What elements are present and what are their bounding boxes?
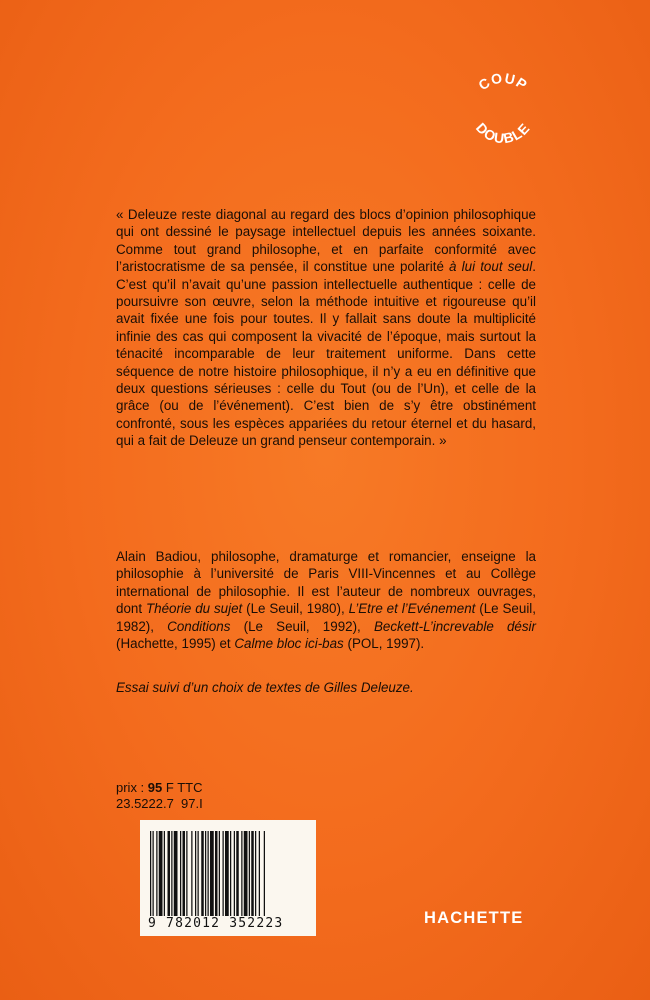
barcode-bar [174,831,178,916]
barcode-bar [236,831,239,916]
barcode-bar [164,831,165,916]
barcode-bar [195,831,196,916]
barcode-bar [171,831,172,916]
logo-bottom-text: DOUBLE [472,119,534,147]
barcode-bar [208,831,209,916]
barcode-bar [234,831,235,916]
barcode [148,831,308,916]
barcode-bar [244,831,248,916]
logo-top-text: COUP [475,70,531,94]
quote-paragraph: « Deleuze reste diagonal au regard des blocs d’opinion philosophique qui ont dessiné le paysage intellectuel depuis les années soixante. Comme tout grand philosophe, et en parfaite conformité avec l’aristocratisme de sa pensée, il constitue une polarité à lui tout seul. C’est qu’il n’avait qu’une passion intellectuelle authentique : celle de poursuivre son œuvre, selon la méthode intuitive et rigoureuse qu’il avait fixée une fois pour toutes. Il y fallait sans doute la multiplicité infinie des cas qui composent la vivacité de l’époque, mais surtout la ténacité incomparable de leur traitement uniforme. Dans cette séquence de notre histoire philosophique, il n’y a eu en définitive que deux questions sérieuses : celle du Tout (ou de l’Un), et celle de la grâce (ou de l’événement). C’est bien de s’y être obstinément confronté, sous les espèces appariées du retour éternel et du hasard, qui a fait de Deleuze un grand penseur contemporain. » [116,207,536,449]
isbn-number: 9 782012 352223 [148,916,284,931]
barcode-bar [259,831,260,916]
barcode-bar [264,831,265,916]
barcode-bar [183,831,186,916]
barcode-bar [156,831,157,916]
barcode-bar [150,831,151,916]
barcode-bar [223,831,224,916]
barcode-bar [230,831,231,916]
content-note: Essai suivi d’un choix de textes de Gilles Deleuze. [116,680,414,695]
blurb-quote [116,206,536,450]
barcode-bar [168,831,171,916]
barcode-bar [205,831,206,916]
author-bio: Alain Badiou, philosophe, dramaturge et romancier, enseigne la philosophie à l’université de Paris VIII-Vincennes et au Collège international de philosophie. Il est l’auteur de nombreux ouvrages, dont Théorie du sujet (Le Seuil, 1980), L’Etre et l’Evénement (Le Seuil, 1982), Conditions (Le Seuil, 1992), Beckett-L’increvable désir (Hachette, 1995) et Calme bloc ici-bas (POL, 1997). [116,549,536,652]
product-code: 23.5222.7 97.I [116,796,203,811]
barcode-bar [251,831,254,916]
barcode-bar [180,831,181,916]
barcode-bar [210,831,214,916]
barcode-bar [241,831,242,916]
price-info [116,780,203,812]
publisher-name: HACHETTE [424,909,524,927]
barcode-bar [215,831,218,916]
barcode-bar [153,831,154,916]
barcode-bar [255,831,256,916]
barcode-bar [159,831,163,916]
price-line: prix : 95 F TTC [116,780,203,795]
barcode-bar [198,831,199,916]
barcode-bar [191,831,192,916]
coup-double-logo [462,70,544,152]
barcode-bar [219,831,220,916]
barcode-bar [249,831,250,916]
barcode-bar [186,831,187,916]
barcode-bar [201,831,204,916]
barcode-bar [225,831,229,916]
